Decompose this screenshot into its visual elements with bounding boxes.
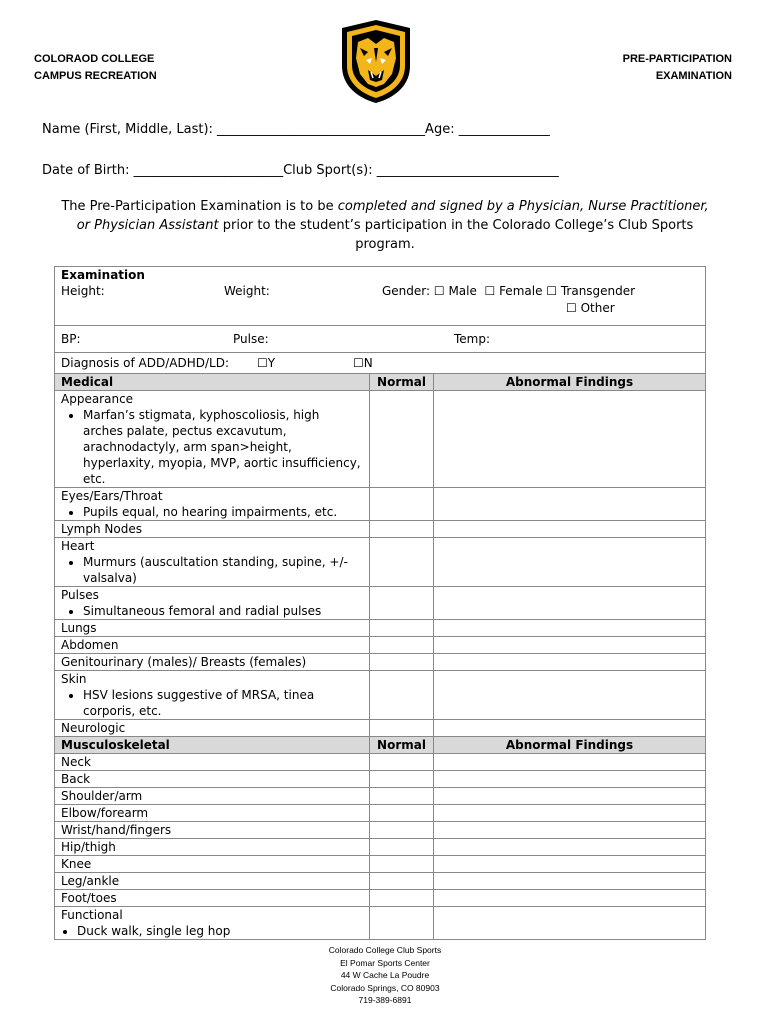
- medical-row-abdomen: Abdomen: [55, 637, 370, 654]
- footer-line: 44 W Cache La Poudre: [340, 970, 430, 980]
- normal-cell[interactable]: [370, 620, 434, 637]
- abnormal-cell[interactable]: [434, 822, 706, 839]
- abnormal-cell[interactable]: [434, 521, 706, 538]
- gender-other-option[interactable]: ☐ Other: [566, 301, 615, 315]
- footer-phone: 719-389-6891: [358, 995, 412, 1005]
- adhd-no-checkbox[interactable]: ☐N: [353, 356, 373, 370]
- musculo-row-knee: Knee: [55, 856, 370, 873]
- medical-row-eyes: [55, 488, 370, 521]
- row-label: Heart: [61, 539, 95, 553]
- medical-row-lymph: Lymph Nodes: [55, 521, 370, 538]
- form-title-line1: PRE-PARTICIPATION: [622, 53, 732, 65]
- footer-address: [0, 944, 770, 1007]
- normal-cell[interactable]: [370, 805, 434, 822]
- row-bullet: • Pupils equal, no hearing impairments, etc.: [83, 504, 363, 520]
- department-name: CAMPUS RECREATION: [34, 70, 157, 82]
- medical-normal-header: Normal: [370, 374, 434, 391]
- adhd-yes-checkbox[interactable]: ☐Y: [257, 356, 276, 370]
- abnormal-cell[interactable]: [434, 671, 706, 720]
- bp-field[interactable]: BP:: [61, 332, 81, 346]
- musculo-row-elbow: Elbow/forearm: [55, 805, 370, 822]
- intro-text-2: prior to the student’s participation in the Colorado College’s Club Sports program.: [218, 218, 694, 252]
- musculo-row-neck: Neck: [55, 754, 370, 771]
- musculo-row-leg: Leg/ankle: [55, 873, 370, 890]
- abnormal-cell[interactable]: [434, 720, 706, 737]
- gender-options[interactable]: Gender: ☐ Male ☐ Female ☐ Transgender: [382, 284, 636, 298]
- medical-row-skin: [55, 671, 370, 720]
- normal-cell[interactable]: [370, 754, 434, 771]
- normal-cell[interactable]: [370, 391, 434, 488]
- footer-line: El Pomar Sports Center: [340, 957, 430, 968]
- normal-cell[interactable]: [370, 873, 434, 890]
- abnormal-cell[interactable]: [434, 856, 706, 873]
- footer-line: Colorado Springs, CO 80903: [330, 982, 440, 993]
- form-title-line2: EXAMINATION: [655, 70, 732, 82]
- row-bullet: • HSV lesions suggestive of MRSA, tinea corporis, etc.: [83, 687, 363, 719]
- normal-cell[interactable]: [370, 587, 434, 620]
- musculo-row-wrist: Wrist/hand/fingers: [55, 822, 370, 839]
- temp-field[interactable]: Temp:: [454, 332, 491, 346]
- exam-bp-cell: [55, 326, 706, 353]
- medical-header: Medical: [55, 374, 370, 391]
- abnormal-cell[interactable]: [434, 788, 706, 805]
- normal-cell[interactable]: [370, 654, 434, 671]
- college-name: COLORAOD COLLEGE: [34, 53, 155, 65]
- abnormal-cell[interactable]: [434, 805, 706, 822]
- normal-cell[interactable]: [370, 771, 434, 788]
- footer-line: Colorado College Club Sports: [328, 945, 442, 955]
- medical-row-lungs: Lungs: [55, 620, 370, 637]
- musculo-row-shoulder: Shoulder/arm: [55, 788, 370, 805]
- exam-adhd-cell: [55, 353, 706, 374]
- abnormal-cell[interactable]: [434, 907, 706, 940]
- abnormal-cell[interactable]: [434, 391, 706, 488]
- medical-row-genitourinary: Genitourinary (males)/ Breasts (females): [55, 654, 370, 671]
- normal-cell[interactable]: [370, 671, 434, 720]
- medical-row-heart: [55, 538, 370, 587]
- row-bullet: • Duck walk, single leg hop: [77, 923, 363, 939]
- normal-cell[interactable]: [370, 890, 434, 907]
- exam-table: [54, 266, 706, 940]
- normal-cell[interactable]: [370, 907, 434, 940]
- abnormal-cell[interactable]: [434, 839, 706, 856]
- adhd-label: Diagnosis of ADD/ADHD/LD:: [61, 356, 229, 370]
- exam-title: Examination: [61, 268, 145, 282]
- musculo-header: Musculoskeletal: [55, 737, 370, 754]
- medical-row-pulses: [55, 587, 370, 620]
- musculo-row-foot: Foot/toes: [55, 890, 370, 907]
- musculo-row-hip: Hip/thigh: [55, 839, 370, 856]
- header-right: [623, 51, 732, 85]
- musculo-normal-header: Normal: [370, 737, 434, 754]
- normal-cell[interactable]: [370, 488, 434, 521]
- normal-cell[interactable]: [370, 839, 434, 856]
- pulse-field[interactable]: Pulse:: [233, 332, 269, 346]
- abnormal-cell[interactable]: [434, 754, 706, 771]
- abnormal-cell[interactable]: [434, 488, 706, 521]
- row-bullet: • Murmurs (auscultation standing, supine, +/- valsalva): [83, 554, 363, 586]
- normal-cell[interactable]: [370, 720, 434, 737]
- intro-text-1: The Pre-Participation Examination is to be: [61, 199, 338, 214]
- row-bullet: • Simultaneous femoral and radial pulses: [83, 603, 363, 619]
- normal-cell[interactable]: [370, 856, 434, 873]
- normal-cell[interactable]: [370, 521, 434, 538]
- medical-row-neurologic: Neurologic: [55, 720, 370, 737]
- normal-cell[interactable]: [370, 637, 434, 654]
- abnormal-cell[interactable]: [434, 654, 706, 671]
- height-field[interactable]: Height:: [61, 284, 105, 298]
- row-label: Appearance: [61, 392, 134, 406]
- abnormal-cell[interactable]: [434, 587, 706, 620]
- intro-text-italic: completed and signed by a Physician, Nurse Practitioner, or Physician Assistant: [76, 199, 709, 233]
- name-age-field[interactable]: Name (First, Middle, Last): ________________________________Age: ______________: [42, 122, 550, 137]
- abnormal-cell[interactable]: [434, 620, 706, 637]
- weight-field[interactable]: Weight:: [224, 284, 270, 298]
- abnormal-cell[interactable]: [434, 771, 706, 788]
- tiger-shield-logo-icon: [338, 18, 414, 104]
- normal-cell[interactable]: [370, 538, 434, 587]
- musculo-row-back: Back: [55, 771, 370, 788]
- musculo-abnormal-header: Abnormal Findings: [434, 737, 706, 754]
- medical-row-appearance: [55, 391, 370, 488]
- row-label: Pulses: [61, 588, 99, 602]
- exam-vitals-cell: [55, 267, 706, 326]
- abnormal-cell[interactable]: [434, 890, 706, 907]
- abnormal-cell[interactable]: [434, 538, 706, 587]
- row-label: Skin: [61, 672, 87, 686]
- normal-cell[interactable]: [370, 822, 434, 839]
- header-left: [34, 51, 157, 85]
- dob-sport-field[interactable]: Date of Birth: _______________________Club Sport(s): ____________________________: [42, 163, 559, 178]
- intro-paragraph: [60, 197, 710, 254]
- musculo-row-functional: [55, 907, 370, 940]
- abnormal-cell[interactable]: [434, 637, 706, 654]
- row-label: Eyes/Ears/Throat: [61, 489, 163, 503]
- abnormal-cell[interactable]: [434, 873, 706, 890]
- medical-abnormal-header: Abnormal Findings: [434, 374, 706, 391]
- normal-cell[interactable]: [370, 788, 434, 805]
- row-bullet: • Marfan’s stigmata, kyphoscoliosis, high arches palate, pectus excavutum, arachnodactyly, arm span>height, hyperlaxity, myopia, MVP, aortic insufficiency, etc.: [83, 407, 363, 487]
- row-label: Functional: [61, 908, 123, 922]
